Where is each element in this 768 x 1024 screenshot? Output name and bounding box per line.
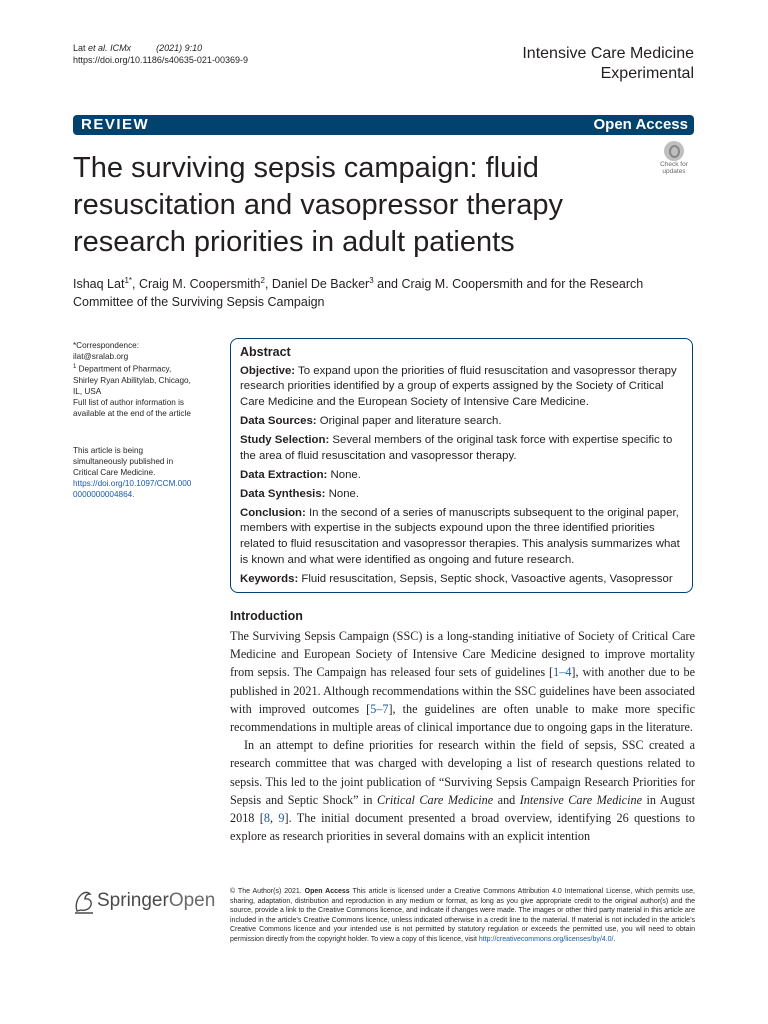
license-text-a: © The Author(s) 2021. bbox=[230, 888, 305, 895]
reference-link[interactable]: 1–4 bbox=[553, 665, 572, 680]
reference-link[interactable]: 5–7 bbox=[370, 701, 389, 716]
check-for-updates-badge[interactable] bbox=[655, 141, 693, 179]
extraction-text: None. bbox=[327, 468, 361, 481]
springer-open-logo bbox=[73, 887, 223, 917]
article-type-label: REVIEW bbox=[81, 116, 150, 133]
section-heading-introduction: Introduction bbox=[230, 609, 303, 623]
p1-text-b: ], with another due to be published in 2021. Although recommendations within the SSC guidelines have been associated with improved outcomes [ bbox=[230, 665, 695, 716]
license-open-access: Open Access bbox=[304, 888, 350, 895]
citation-line bbox=[73, 43, 202, 53]
springer-horse-icon bbox=[73, 889, 95, 915]
p2-text-c: in August 2018 [ bbox=[230, 792, 695, 826]
license-text-c: . bbox=[613, 935, 616, 943]
article-type-banner bbox=[73, 115, 694, 135]
abstract-heading: Abstract bbox=[240, 345, 291, 359]
license-text-b: This article is licensed under a Creative Commons Attribution 4.0 International License, which permits use, sharing, adaptation, distribution and reproduction in any medium or format, as long as you give appropriate credit to the original author(s) and the source, provide a link to the Creative Commons licence, and indicate if changes were made. The images or other third party material in this article are included in the article’s Creative Commons licence, unless indicated otherwise in a credit line to the material. If material is not included in the article’s Creative Commons licence and your intended use is not permitted by statutory regulation or exceeds the permitted use, you will need to obtain permission directly from the copyright holder. To view a copy of this licence, visit bbox=[230, 888, 695, 943]
correspondence-block bbox=[73, 340, 193, 419]
paragraph-2 bbox=[230, 736, 695, 845]
citation-journal: ICMx bbox=[110, 43, 132, 53]
body-text bbox=[230, 627, 695, 845]
simultaneous-doi-link[interactable]: https://doi.org/10.1097/CCM.0000000000004864. bbox=[73, 479, 192, 499]
license-link[interactable]: http://creativecommons.org/licenses/by/4.0/ bbox=[478, 935, 614, 943]
p2-text-d: ]. The initial document presented a broad overview, identifying 26 questions to explore as research priorities in several domains with an explicit intention bbox=[230, 811, 696, 844]
journal-name bbox=[522, 44, 694, 84]
citation-year-volume: (2021) 9:10 bbox=[156, 43, 203, 53]
sources-text: Original paper and literature search. bbox=[316, 414, 502, 427]
simultaneous-publication-note bbox=[73, 445, 193, 500]
license-statement bbox=[230, 887, 695, 945]
p2-journal-1: Critical Care Medicine bbox=[377, 792, 494, 807]
extraction-label: Data Extraction: bbox=[240, 468, 328, 481]
check-updates-line1: Check for bbox=[660, 161, 688, 168]
author-1[interactable]: Ishaq Lat bbox=[73, 277, 125, 292]
check-updates-icon bbox=[664, 141, 684, 161]
synthesis-text: None. bbox=[325, 487, 360, 500]
abstract-data-extraction bbox=[240, 468, 686, 484]
full-author-info-note: Full list of author information is available at the end of the article bbox=[73, 397, 191, 418]
selection-label: Study Selection: bbox=[240, 433, 330, 446]
p2-text-a: In an attempt to define priorities for research within the field of sepsis, SSC created a research committee that was charged with developing a list of research questions related to sepsis. This led to the joint publication of “Surviving Sepsis Campaign Research Priorities for Sepsis and Septic Shock” in bbox=[230, 738, 695, 807]
selection-text: Several members of the original task force with expertise specific to the area of fluid resuscitation and vasopressor therapy. bbox=[240, 433, 673, 462]
objective-text: To expand upon the priorities of fluid resuscitation and vasopressor therapy research priorities identified by a group of experts assigned by the Society of Critical Care Medicine and the European Society of Intensive Care Medicine. bbox=[240, 364, 677, 408]
abstract-data-sources bbox=[240, 414, 686, 430]
author-rest: and Craig M. Coopersmith and for the Research Committee of the Surviving Sepsis Campaign bbox=[73, 277, 644, 310]
paragraph-1 bbox=[230, 627, 695, 736]
reference-link[interactable]: 9 bbox=[278, 811, 285, 826]
journal-name-line2: Experimental bbox=[600, 65, 694, 82]
conclusion-label: Conclusion: bbox=[240, 506, 306, 519]
check-updates-line2: updates bbox=[662, 168, 686, 175]
abstract-keywords bbox=[240, 572, 686, 588]
p1-text-a: The Surviving Sepsis Campaign (SSC) is a long-standing initiative of Society of Critical Care Medicine and European Society of Intensive Care Medicine designed to improve mortality from sepsis. The Campaign has released four sets of guidelines [ bbox=[230, 629, 695, 680]
abstract-study-selection bbox=[240, 433, 686, 464]
p2-journal-2: Intensive Care Medicine bbox=[519, 792, 642, 807]
citation-author: Lat bbox=[73, 43, 86, 53]
author-1-affil: 1* bbox=[124, 276, 132, 285]
abstract-conclusion bbox=[240, 506, 686, 568]
author-3-affil: 3 bbox=[369, 276, 374, 285]
affiliation bbox=[73, 362, 193, 397]
p2-text-b: and bbox=[493, 792, 520, 807]
keywords-text: Fluid resuscitation, Sepsis, Septic shock, Vasoactive agents, Vasopressor bbox=[298, 572, 673, 585]
conclusion-text: In the second of a series of manuscripts subsequent to the original paper, members with expertise in the subjects expound upon the three identified priorities related to fluid resuscitation and vasopressor therapies. This analysis summarizes what is known and what were identified as ongoing and future research. bbox=[240, 506, 680, 566]
correspondence-label: *Correspondence: bbox=[73, 341, 139, 350]
keywords-label: Keywords: bbox=[240, 572, 299, 585]
synthesis-label: Data Synthesis: bbox=[240, 487, 326, 500]
article-title: The surviving sepsis campaign: fluid resuscitation and vasopressor therapy research priorities in adult patients bbox=[73, 152, 564, 258]
sources-label: Data Sources: bbox=[240, 414, 317, 427]
author-2[interactable]: , Craig M. Coopersmith bbox=[132, 277, 261, 292]
reference-link[interactable]: 8 bbox=[263, 811, 270, 826]
abstract-box bbox=[230, 338, 693, 593]
author-list bbox=[73, 272, 693, 311]
correspondence-email[interactable]: ilat@sralab.org bbox=[73, 352, 129, 361]
logo-word-springer: Springer bbox=[97, 890, 169, 911]
simultaneous-text: This article is being simultaneously published in Critical Care Medicine. bbox=[73, 446, 174, 477]
p2-sep: , bbox=[269, 811, 279, 826]
author-3[interactable]: , Daniel De Backer bbox=[264, 277, 370, 292]
doi-link[interactable]: https://doi.org/10.1186/s40635-021-00369-9 bbox=[73, 55, 248, 65]
journal-name-line1: Intensive Care Medicine bbox=[522, 45, 694, 62]
author-2-affil: 2 bbox=[260, 276, 265, 285]
logo-word-open: Open bbox=[168, 890, 216, 911]
affiliation-text: Department of Pharmacy, Shirley Ryan Abilitylab, Chicago, IL, USA bbox=[73, 364, 191, 396]
citation-etal: et al. bbox=[88, 43, 108, 53]
affiliation-sup: 1 bbox=[73, 364, 77, 370]
open-access-label: Open Access bbox=[593, 116, 688, 133]
abstract-objective bbox=[240, 364, 686, 411]
p1-text-c: ], the guidelines are often unable to make more specific recommendations in multiple areas of clinical importance due to ongoing gaps in the literature. bbox=[230, 701, 695, 735]
objective-label: Objective: bbox=[240, 364, 296, 377]
abstract-data-synthesis bbox=[240, 487, 686, 503]
